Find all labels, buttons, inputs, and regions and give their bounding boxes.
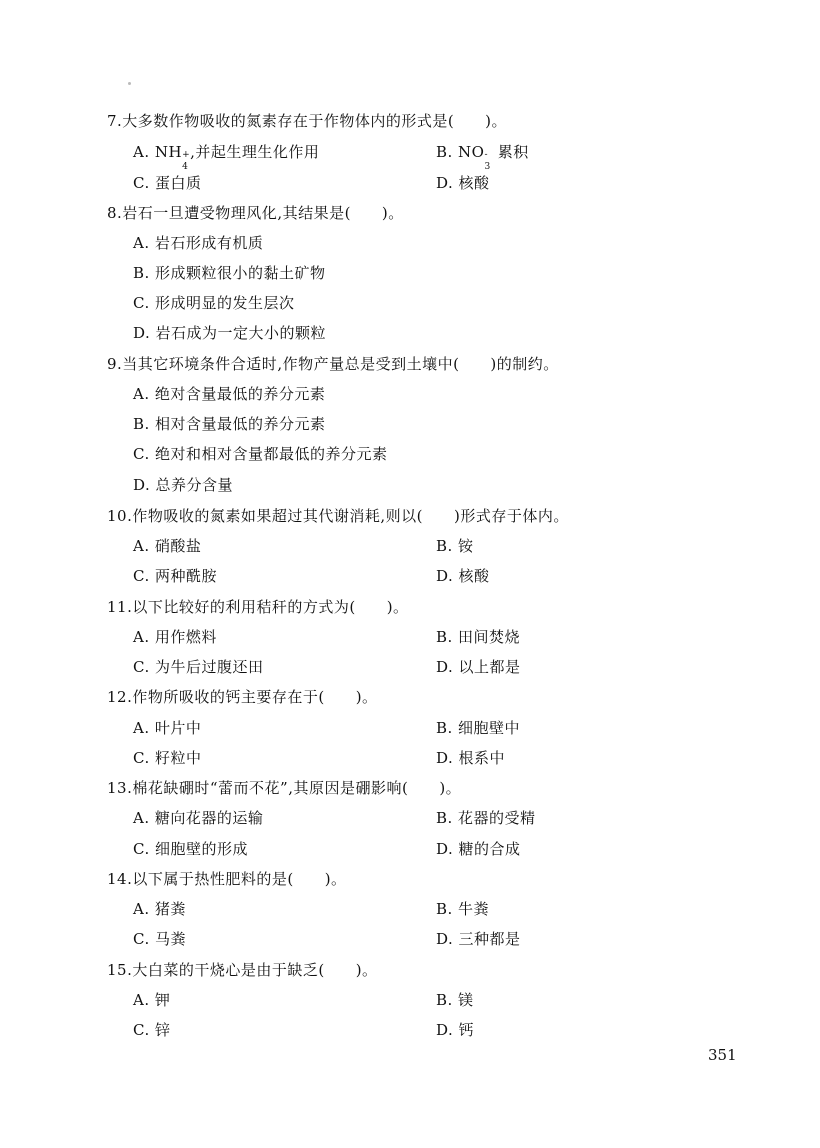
question-10-stem: 10.作物吸收的氮素如果超过其代谢消耗,则以( )形式存于体内。 [107,507,569,525]
page-number: 351 [708,1046,737,1064]
question-15-stem: 15.大白菜的干烧心是由于缺乏( )。 [107,961,378,979]
question-7-option-c: C. 蛋白质 [133,174,202,192]
question-7-option-d: D. 核酸 [436,174,490,192]
question-12-option-c: C. 籽粒中 [133,749,202,767]
question-12-option-a: A. 叶片中 [133,719,202,737]
question-11-option-a: A. 用作燃料 [133,628,217,646]
question-11-option-d: D. 以上都是 [436,658,521,676]
question-12-stem: 12.作物所吸收的钙主要存在于( )。 [107,688,378,706]
question-10-option-d: D. 核酸 [436,567,490,585]
question-13-stem: 13.棉花缺硼时“蕾而不花”,其原因是硼影响( )。 [107,779,462,797]
question-12-option-d: D. 根系中 [436,749,506,767]
question-9-option-c: C. 绝对和相对含量都最低的养分元素 [133,445,388,463]
question-7-option-b: B. NO - 3 累积 [436,143,529,172]
question-7-option-a: A. NH + 4 ,并起生理生化作用 [133,143,320,172]
question-8-option-c: C. 形成明显的发生层次 [133,294,295,312]
question-10-option-a: A. 硝酸盐 [133,537,202,555]
question-8-option-a: A. 岩石形成有机质 [133,234,264,252]
question-13-option-c: C. 细胞壁的形成 [133,840,248,858]
question-15-option-c: C. 锌 [133,1021,171,1039]
question-15-option-a: A. 钾 [133,991,171,1009]
question-9-stem: 9.当其它环境条件合适时,作物产量总是受到土壤中( )的制约。 [107,355,559,373]
question-7-stem: 7.大多数作物吸收的氮素存在于作物体内的形式是( )。 [107,112,508,130]
question-11-option-c: C. 为牛后过腹还田 [133,658,264,676]
question-11-option-b: B. 田间焚烧 [436,628,521,646]
question-10-option-c: C. 两种酰胺 [133,567,217,585]
question-8-option-d: D. 岩石成为一定大小的颗粒 [133,324,327,342]
question-15-option-b: B. 镁 [436,991,474,1009]
question-14-option-c: C. 马粪 [133,930,186,948]
question-13-option-a: A. 糖向花器的运输 [133,809,264,827]
question-9-option-b: B. 相对含量最低的养分元素 [133,415,326,433]
question-12-option-b: B. 细胞壁中 [436,719,521,737]
question-14-stem: 14.以下属于热性肥料的是( )。 [107,870,347,888]
question-13-option-d: D. 糖的合成 [436,840,521,858]
question-15-option-d: D. 钙 [436,1021,475,1039]
question-14-option-a: A. 猪粪 [133,900,186,918]
question-8-option-b: B. 形成颗粒很小的黏土矿物 [133,264,326,282]
question-9-option-d: D. 总养分含量 [133,476,234,494]
question-13-option-b: B. 花器的受精 [436,809,536,827]
question-14-option-d: D. 三种都是 [436,930,521,948]
question-10-option-b: B. 铵 [436,537,474,555]
question-14-option-b: B. 牛粪 [436,900,490,918]
question-8-stem: 8.岩石一旦遭受物理风化,其结果是( )。 [107,204,404,222]
question-11-stem: 11.以下比较好的利用秸秆的方式为( )。 [107,598,409,616]
scan-speck [128,82,131,85]
question-9-option-a: A. 绝对含量最低的养分元素 [133,385,326,403]
